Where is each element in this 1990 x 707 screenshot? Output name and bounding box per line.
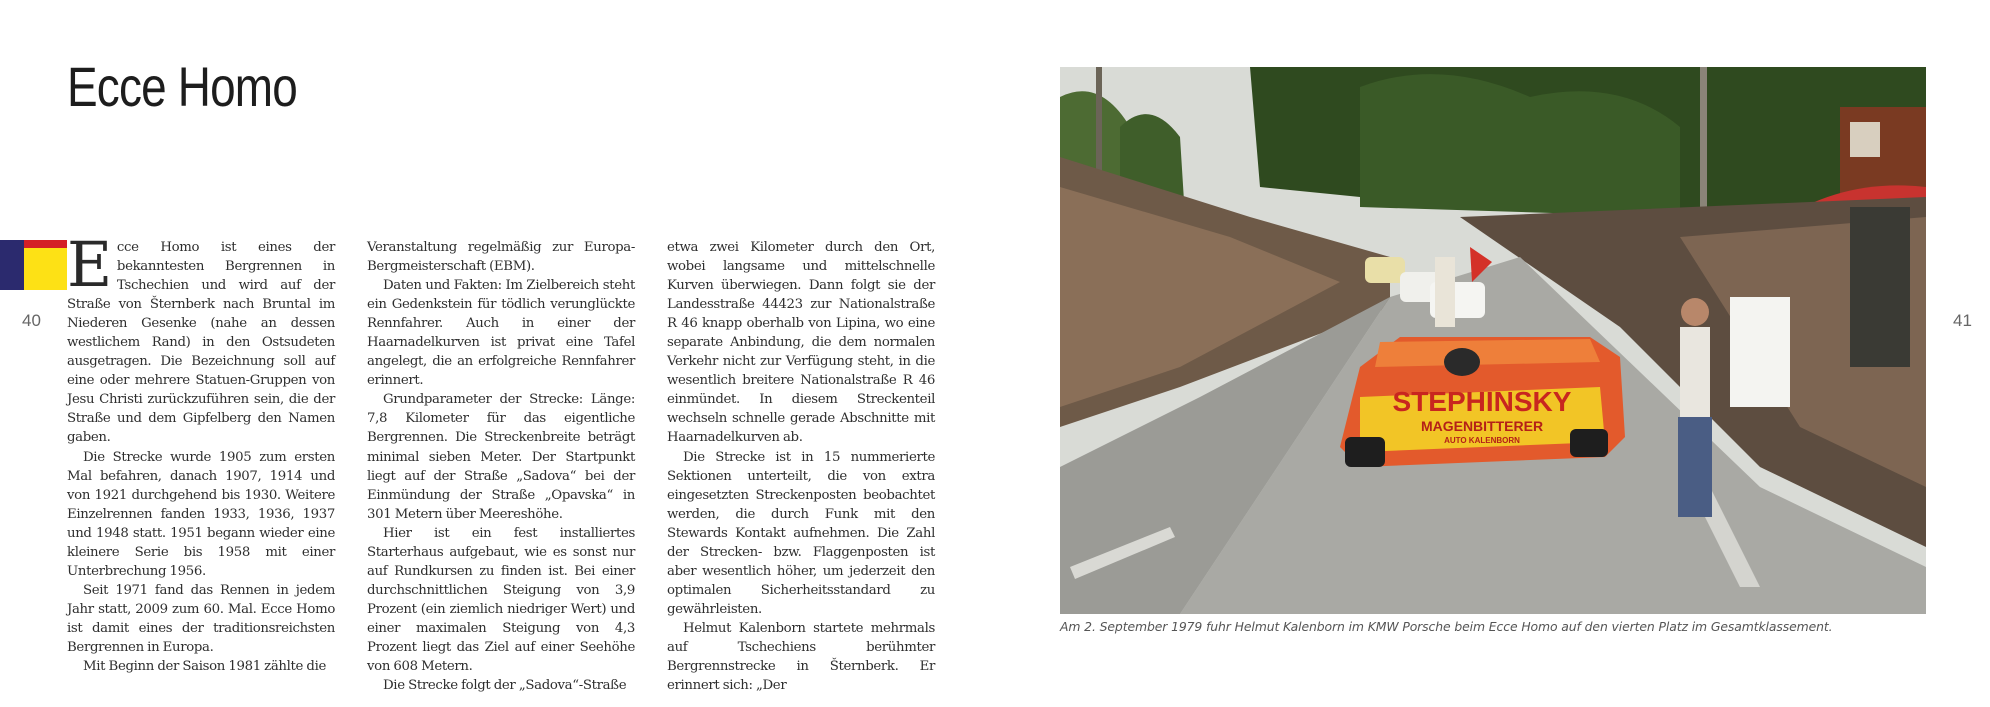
text-column-1	[67, 228, 335, 675]
paragraph: Die Strecke folgt der „Sadova“-Straße	[383, 678, 627, 694]
paragraph: Veranstaltung regelmäßig zur Europa-Bergmeisterschaft (EBM).	[367, 240, 635, 275]
paragraph: Ecce Homo ist eines der bekanntesten Bergrennen in Tschechien und wird auf der Straße von Šternberk nach Bruntal im Niederen Gesenke (nahe an dessen westlichem Rand) in den Ostsudeten ausgetragen. Die Bezeichnung soll auf eine oder mehrere Statuen-Gruppen von Jesu Christi zurückzuführen sein, die der Straße und dem Gipfelberg den Namen gaben.	[67, 228, 335, 446]
page-title: Ecce Homo	[67, 55, 297, 118]
car-livery-title: STEPHINSKY	[1392, 386, 1572, 417]
race-photo	[1060, 67, 1926, 614]
paragraph: Helmut Kalenborn startete mehrmals auf Tschechiens berühmter Bergrennstrecke in Šternberk. Er erinnert sich: „Der	[667, 620, 935, 694]
paragraph: Grundparameter der Strecke: Länge: 7,8 Kilometer für das eigentliche Bergrennen. Die Streckenbreite beträgt minimal sieben Meter. Der Startpunkt liegt auf der Straße „Sadova“ bei der Einmündung der Straße „Opavska“ in 301 Metern über Meereshöhe.	[367, 392, 635, 522]
paragraph: etwa zwei Kilometer durch den Ort, wobei langsame und mittelschnelle Kurven überwiegen. Dann folgt sie der Landesstraße 44423 zur Nationalstraße R 46 knapp oberhalb von Lipina, wo eine separate Anbindung, die dem normalen Verkehr nicht zur Verfügung steht, in die wesentlich breitere Nationalstraße R 46 einmündet. In diesem Streckenteil wechseln schnelle gerade Abschnitte mit Haarnadelkurven ab.	[667, 240, 935, 446]
car-livery-subtitle: MAGENBITTERER	[1420, 418, 1544, 434]
drop-cap: E	[67, 228, 112, 301]
paragraph: Daten und Fakten: Im Zielbereich steht ein Gedenkstein für tödlich verunglückte Rennfahrer. Auch in einer der Haarnadelkurven ist privat eine Tafel angelegt, die an erfolgreiche Rennfahrer erinnert.	[367, 278, 635, 389]
car-livery-sponsor: AUTO KALENBORN	[1444, 436, 1520, 445]
photo-caption: Am 2. September 1979 fuhr Helmut Kalenborn im KMW Porsche beim Ecce Homo auf den vierten Platz im Gesamtklassement.	[1060, 619, 1833, 634]
czech-flag-icon	[0, 240, 67, 290]
paragraph: Mit Beginn der Saison 1981 zählte die	[83, 659, 327, 675]
paragraph: Hier ist ein fest installiertes Starterhaus aufgebaut, wie es sonst nur auf Rundkursen zu finden ist. Bei einer durchschnittlichen Steigung von 3,9 Prozent (ein ziemlich niedriger Wert) und einer maximalen Steigung von 4,3 Prozent liegt das Ziel auf einer Seehöhe von 608 Metern.	[367, 525, 635, 675]
text-column-2	[367, 238, 635, 694]
paragraph: Die Strecke wurde 1905 zum ersten Mal befahren, danach 1907, 1914 und von 1921 durchgehend bis 1930. Weitere Einzelrennen fanden 1933, 1936, 1937 und 1948 statt. 1951 begann wieder eine kleinere Serie bis 1958 mit einer Unterbrechung 1956.	[67, 449, 335, 579]
paragraph: Seit 1971 fand das Rennen in jedem Jahr statt, 2009 zum 60. Mal. Ecce Homo ist damit eines der traditionsreichsten Bergrennen in Europa.	[67, 582, 335, 655]
text-column-3	[667, 238, 935, 694]
page-number-left: 40	[22, 311, 41, 330]
paragraph: Die Strecke ist in 15 nummerierte Sektionen unterteilt, die von extra eingesetzten Streckenposten beobachtet werden, die durch Funk mit den Stewards Kontakt aufnehmen. Die Zahl der Strecken- bzw. Flaggenposten ist aber wesentlich höher, um jederzeit den optimalen Sicherheitsstandard zu gewährleisten.	[667, 449, 935, 617]
page-number-right: 41	[1953, 311, 1972, 330]
